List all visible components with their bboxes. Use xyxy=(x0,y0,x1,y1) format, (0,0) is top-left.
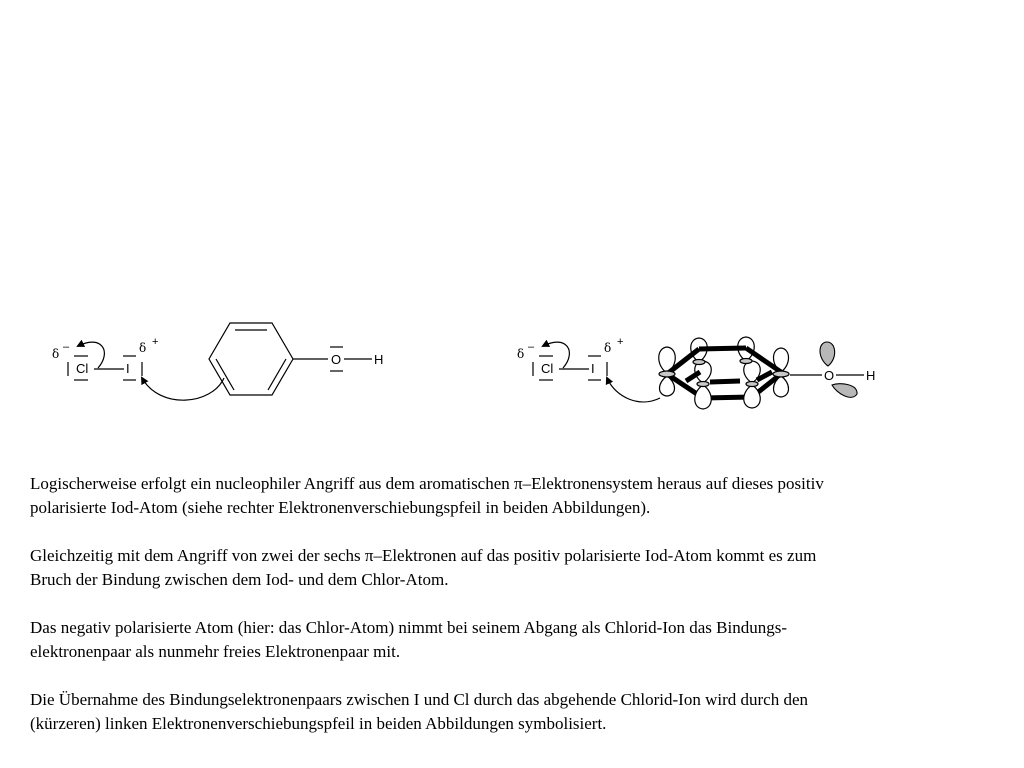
arrow-ring-to-iodine-left xyxy=(142,378,224,400)
plus-sign-right: + xyxy=(617,336,624,348)
paragraph-bond-cleavage: Gleichzeitig mit dem Angriff von zwei der sechs π–Elektronen auf das positiv polarisierte Iod-Atom kommt es zum Bruch der Bindung zwischen dem Iod- und dem Chlor-Atom. xyxy=(30,546,817,589)
plus-sign-left: + xyxy=(152,336,159,348)
chlorine-atom-left: Cl xyxy=(76,361,89,376)
chlorine-atom-right: Cl xyxy=(541,361,554,376)
minus-sign-right: – xyxy=(528,341,535,353)
iodine-atom-left: I xyxy=(126,361,130,376)
oxygen-lone-pair-top xyxy=(820,342,835,366)
delta-minus-right: δ xyxy=(517,347,525,361)
oxygen-atom-left: O xyxy=(331,352,342,367)
iodine-atom-right: I xyxy=(591,361,595,376)
reaction-diagram xyxy=(0,300,1024,430)
left-scheme xyxy=(52,323,383,400)
benzene-ring-left xyxy=(209,323,293,395)
right-scheme xyxy=(517,336,875,409)
delta-plus-right: δ xyxy=(604,341,612,355)
delta-minus-left: δ xyxy=(52,347,60,361)
delta-plus-left: δ xyxy=(139,341,147,355)
arrow-ring-to-iodine-right xyxy=(607,378,660,402)
explanation-text xyxy=(30,472,990,760)
oxygen-lone-pair-bottom xyxy=(832,384,857,398)
minus-sign-left: – xyxy=(63,341,70,353)
hydrogen-atom-right: H xyxy=(866,368,876,383)
paragraph-nucleophilic-attack: Logischerweise erfolgt ein nucleophiler Angriff aus dem aromatischen π–Elektronensystem heraus auf dieses positiv polarisierte Iod-Atom (siehe rechter Elektronenverschiebungspfeil in beiden Abbildungen). xyxy=(30,474,824,517)
paragraph-chloride-leaving: Das negativ polarisierte Atom (hier: das Chlor-Atom) nimmt bei seinem Abgang als Chlorid-Ion das Bindungs- elektronenpaar als nunmehr freies Elektronenpaar mit. xyxy=(30,618,787,661)
oxygen-atom-right: O xyxy=(824,368,835,383)
hydrogen-atom-left: H xyxy=(374,352,384,367)
paragraph-arrow-explanation: Die Übernahme des Bindungselektronenpaars zwischen I und Cl durch das abgehende Chlorid-Ion wird durch den (kürzeren) linken Elektronenverschiebungspfeil in beiden Abbildungen symbolisiert. xyxy=(30,690,808,733)
benzene-ring-right xyxy=(667,348,781,398)
